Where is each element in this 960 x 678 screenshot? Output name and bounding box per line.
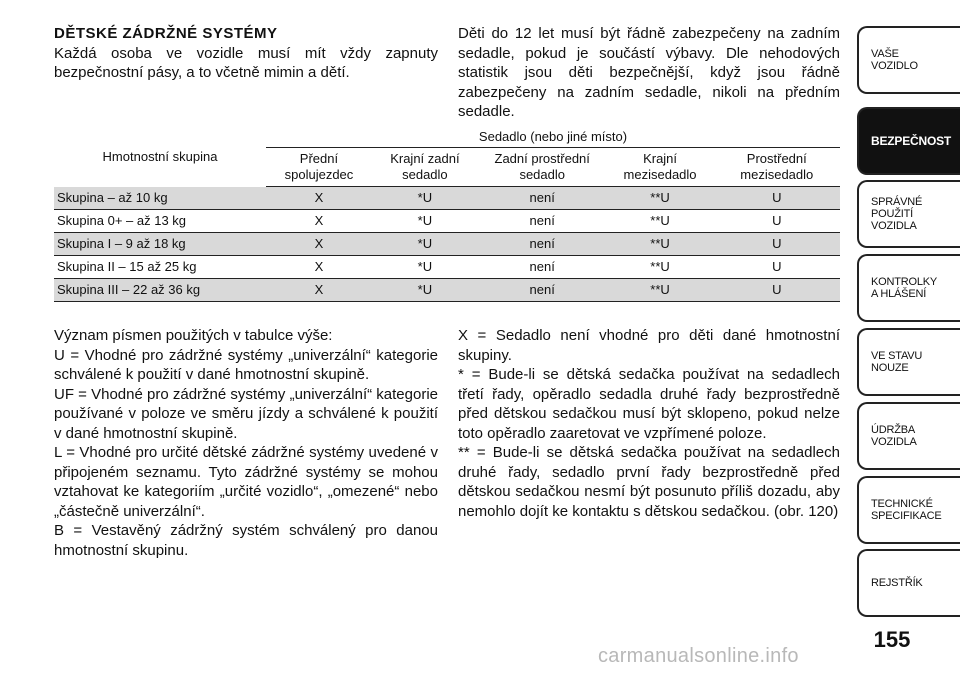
row-label: Skupina I – 9 až 18 kg	[54, 233, 266, 256]
table-cell: není	[478, 210, 607, 233]
table-cell: X	[266, 187, 372, 210]
child-seat-table	[54, 127, 840, 302]
tab-bezpecnost[interactable]	[857, 107, 960, 175]
intro-left-text: Každá osoba ve vozidle musí mít vždy zapnuty bezpečnostní pásy, a to včetně mimin a dětí.	[54, 44, 438, 81]
tab-label: TECHNICKÉ SPECIFIKACE	[871, 498, 942, 522]
tab-kontrolky[interactable]	[857, 254, 960, 322]
table-cell: U	[714, 256, 840, 279]
table-cell: není	[478, 187, 607, 210]
table-row	[54, 256, 840, 279]
table-cell: není	[478, 233, 607, 256]
table-row	[54, 279, 840, 302]
table-row	[54, 187, 840, 210]
table-cell: **U	[607, 279, 714, 302]
intro-right-text: Děti do 12 let musí být řádně zabezpečeny na zadním sedadle, pokud je součástí výbavy. Dle nehodových statistik jsou děti bezpečnější, když jsou řádně zabezpečeny na zadním sedadle, nikoli na předním sedadle.	[458, 25, 840, 120]
table-cell: U	[714, 279, 840, 302]
table-cell: není	[478, 256, 607, 279]
weight-group-header: Hmotnostní skupina	[54, 127, 266, 187]
tab-label: REJSTŘÍK	[871, 577, 923, 589]
tab-udrzba[interactable]	[857, 402, 960, 470]
table-cell: **U	[607, 233, 714, 256]
legend-intro: Význam písmen použitých v tabulce výše:	[54, 327, 333, 344]
legend-u: U = Vhodné pro zádržné systémy „univerzální“ kategorie schválené k použití v dané hmotnostní skupině.	[54, 346, 438, 383]
tab-label: SPRÁVNÉ POUŽITÍ VOZIDLA	[871, 196, 923, 232]
legend-double-star: ** = Bude-li se dětská sedačka používat na sedadlech druhé řady, sedadlo první řady bezprostředně před dětskou sedačkou nesmí být posunuto příliš dozadu, aby nemohlo dojít ke kontaktu s dětskou sedačkou. (obr. 120)	[458, 444, 840, 520]
legend-l: L = Vhodné pro určité dětské zádržné systémy uvedené v připojeném seznamu. Tyto zádržné systémy se mohou vztahovat ke kategoriím „určité vozidlo“, „omezené“ nebo „částečně univerzální“.	[54, 444, 438, 520]
table-cell: *U	[372, 187, 478, 210]
tab-label: BEZPEČNOST	[871, 134, 952, 148]
legend-right-column	[458, 326, 840, 521]
tab-label: KONTROLKY A HLÁŠENÍ	[871, 276, 938, 300]
row-label: Skupina II – 15 až 25 kg	[54, 256, 266, 279]
legend-left-column	[54, 326, 438, 560]
tab-vase-vozidlo[interactable]	[857, 26, 960, 94]
tab-label: VE STAVU NOUZE	[871, 350, 923, 374]
legend-star: * = Bude-li se dětská sedačka používat na sedadlech třetí řady, opěradlo sedadla druhé řady bezprostředně před dětskou sedačkou musí být sklopeno, pokud nelze toto opěradlo zaaretovat ve vzpřímené poloze.	[458, 366, 840, 442]
right-column-intro	[458, 24, 840, 122]
column-header: Krajní zadní sedadlo	[372, 148, 478, 187]
table-cell: *U	[372, 233, 478, 256]
tab-spravne-pouziti[interactable]	[857, 180, 960, 248]
table-cell: U	[714, 210, 840, 233]
legend-x: X = Sedadlo není vhodné pro děti dané hmotnostní skupiny.	[458, 327, 840, 364]
chapter-sidebar	[857, 0, 960, 678]
table-cell: X	[266, 210, 372, 233]
table-cell: *U	[372, 256, 478, 279]
tab-label: VAŠE VOZIDLO	[871, 48, 918, 72]
table-cell: **U	[607, 256, 714, 279]
table-cell: X	[266, 256, 372, 279]
row-label: Skupina – až 10 kg	[54, 187, 266, 210]
table-cell: *U	[372, 210, 478, 233]
seat-header: Sedadlo (nebo jiné místo)	[266, 127, 840, 148]
table-row	[54, 233, 840, 256]
table-cell: X	[266, 279, 372, 302]
tab-technicke-specifikace[interactable]	[857, 476, 960, 544]
left-column-intro	[54, 24, 438, 83]
table-row	[54, 210, 840, 233]
table-cell: *U	[372, 279, 478, 302]
table-cell: **U	[607, 187, 714, 210]
tab-label: ÚDRŽBA VOZIDLA	[871, 424, 917, 448]
tab-rejstrik[interactable]	[857, 549, 960, 617]
column-header: Prostřední mezisedadlo	[714, 148, 840, 187]
tab-ve-stavu-nouze[interactable]	[857, 328, 960, 396]
table-cell: X	[266, 233, 372, 256]
row-label: Skupina 0+ – až 13 kg	[54, 210, 266, 233]
section-heading: DĚTSKÉ ZÁDRŽNÉ SYSTÉMY	[54, 25, 278, 42]
column-header: Zadní prostřední sedadlo	[478, 148, 607, 187]
table-cell: U	[714, 233, 840, 256]
page-number: 155	[873, 627, 911, 652]
column-header: Krajní mezisedadlo	[607, 148, 714, 187]
row-label: Skupina III – 22 až 36 kg	[54, 279, 266, 302]
table-cell: není	[478, 279, 607, 302]
table-cell: U	[714, 187, 840, 210]
legend-uf: UF = Vhodné pro zádržné systémy „univerzální“ kategorie používané v poloze ve směru jízdy a schválené k použití v dané hmotnostní skupině.	[54, 385, 438, 442]
legend-b: B = Vestavěný zádržný systém schválený pro danou hmotnostní skupinu.	[54, 522, 438, 559]
column-header: Přední spolujezdec	[266, 148, 372, 187]
table-cell: **U	[607, 210, 714, 233]
watermark: carmanualsonline.info	[598, 645, 799, 667]
